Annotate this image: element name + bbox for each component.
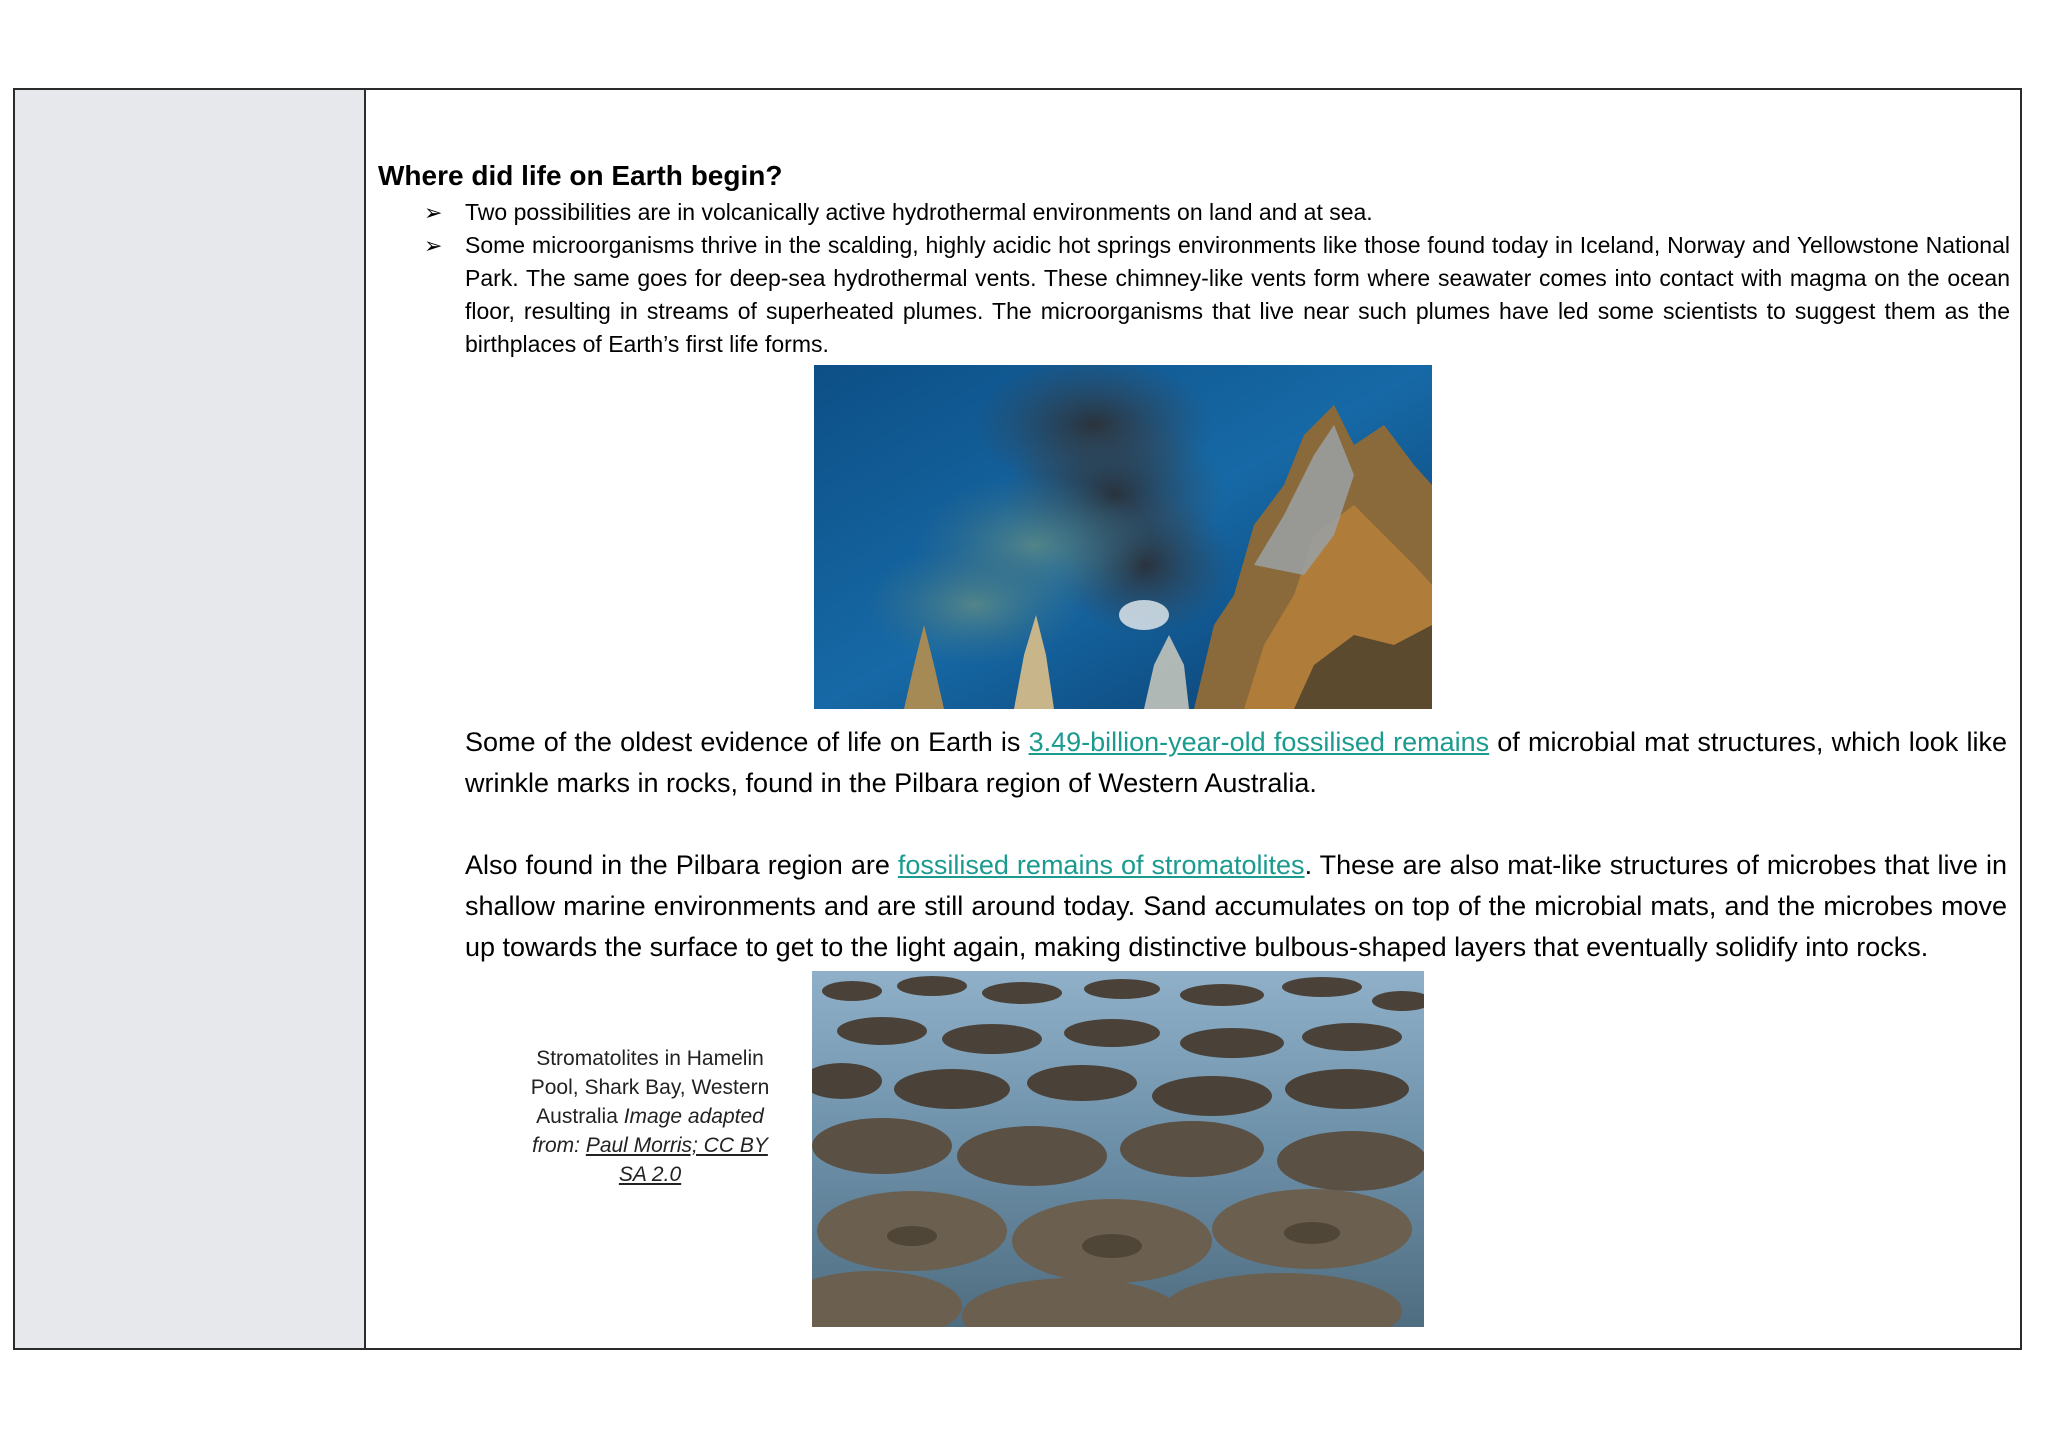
stromatolites-photo [812,971,1424,1327]
vents-photo-art [814,365,1432,709]
bullet-item [420,196,2010,229]
bullet-text: Some microorganisms thrive in the scalding, highly acidic hot springs environments like those found today in Iceland, Norway and Yellowstone National Park. The same goes for deep-sea hydrothermal vents. These chimney-like vents form where seawater comes into contact with magma on the ocean floor, resulting in streams of superheated plumes. The microorganisms that live near such plumes have led some scientists to suggest them as the birthplaces of Earth’s first life forms. [465,232,2010,357]
paragraph2-text-start: Also found in the Pilbara region are [465,850,898,880]
bullet-item [420,229,2010,361]
paragraph-stromatolites [465,845,2007,968]
hydrothermal-vents-photo [814,365,1432,709]
section-heading: Where did life on Earth begin? [378,160,783,191]
paragraph2-text-end: . These are also mat-like structures of microbes that live in shallow marine environments and are still around today. Sand accumulates on top of the microbial mats, and the microbes move up towards the surface to get to the light again, making distinctive bulbous-shaped layers that eventually solidify into rocks. [465,850,2007,962]
bullet-list [420,196,2010,361]
stromatolites-photo-art [812,971,1424,1327]
arrow-bullet-icon: ➢ [424,233,443,258]
bullet-text: Two possibilities are in volcanically active hydrothermal environments on land and at sea. [465,199,1373,225]
arrow-bullet-icon: ➢ [424,200,443,225]
paragraph1-text-start: Some of the oldest evidence of life on Earth is [465,727,1029,757]
paragraph1-text-end: of microbial mat structures, which look like wrinkle marks in rocks, found in the Pilbara region of Western Australia. [465,727,2007,798]
caption-description: Stromatolites in Hamelin Pool, Shark Bay, Western Australia [530,1047,770,1128]
caption-credit-link[interactable]: Paul Morris; CC BY SA 2.0 [585,1134,768,1186]
stromatolites-link[interactable]: fossilised remains of stromatolites [897,850,1305,880]
image-caption [520,1044,780,1189]
fossilised-remains-link[interactable]: 3.49-billion-year-old fossilised remains [1028,727,1490,757]
caption-credit-prefix: Image adapted from: [532,1105,764,1157]
paragraph-oldest-evidence [465,722,2007,804]
table-left-cell [15,90,366,1348]
